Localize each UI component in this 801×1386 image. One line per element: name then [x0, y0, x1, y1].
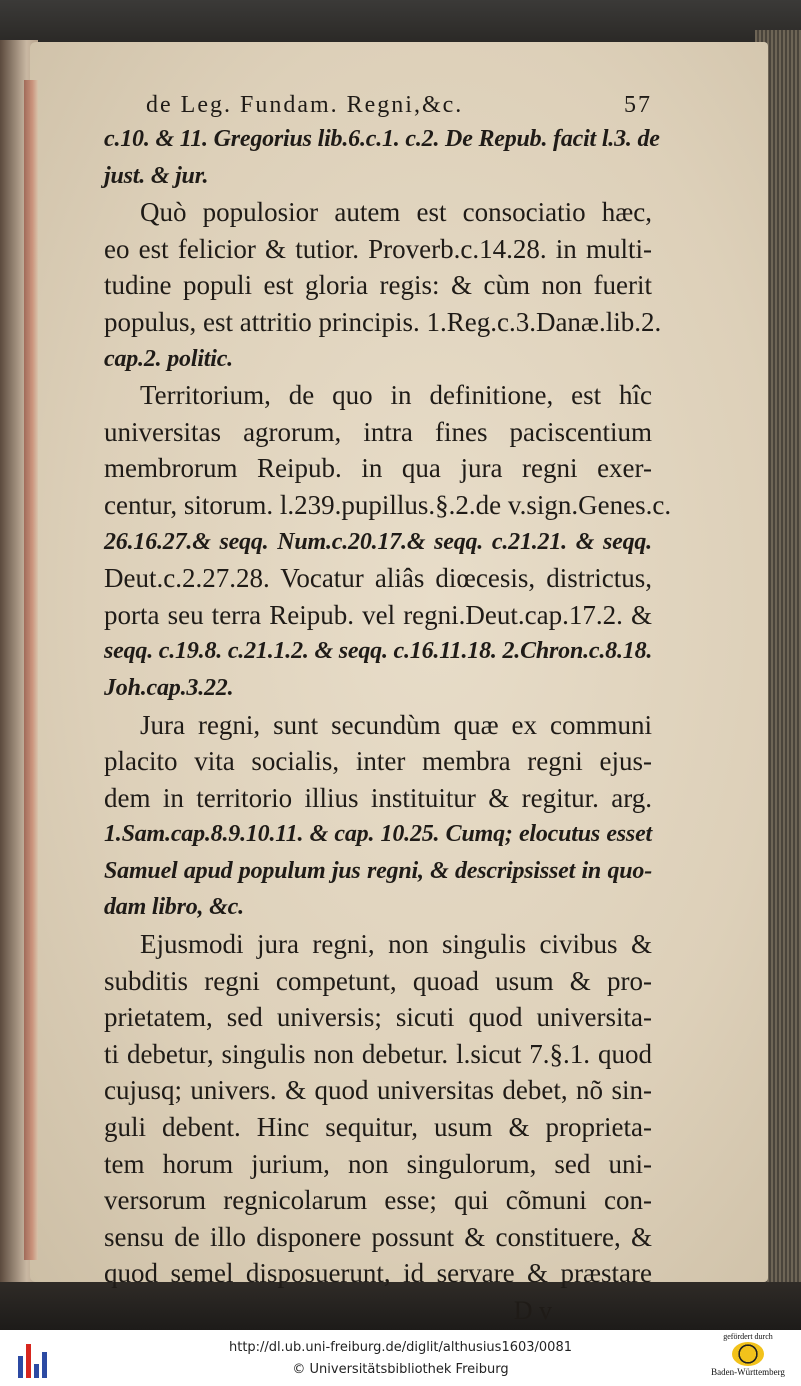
text-line: prietatem, sed universis; sicuti quod universita- — [104, 1002, 652, 1033]
viewer-footer — [0, 1330, 801, 1386]
running-head — [146, 92, 652, 119]
sponsor-label: gefördert durch — [723, 1332, 773, 1341]
text-line: 26.16.27.& seqq. Num.c.20.17.& seqq. c.21.21. & seqq. — [104, 528, 652, 555]
text-line: just. & jur. — [104, 162, 209, 189]
text-line: Ejusmodi jura regni, non singulis civibus & — [140, 929, 652, 960]
text-line: guli debent. Hinc sequitur, usum & proprieta- — [104, 1112, 652, 1143]
catchword: D v — [513, 1296, 552, 1325]
text-line: cujusq; univers. & quod universitas debet, nõ sin- — [104, 1075, 652, 1106]
text-line: c.10. & 11. Gregorius lib.6.c.1. c.2. De Repub. facit l.3. de — [104, 126, 660, 152]
page-gutter-edge — [24, 80, 38, 1260]
text-line: membrorum Reipub. in qua jura regni exer- — [104, 453, 652, 484]
state-crest-icon — [732, 1342, 764, 1366]
text-line: ti debetur, singulis non debetur. l.sicut 7.§.1. quod — [104, 1038, 652, 1069]
permalink-url[interactable]: http://dl.ub.uni-freiburg.de/diglit/althusius1603/0081 — [228, 1340, 572, 1355]
text-line: cap.2. politic. — [104, 345, 233, 372]
text-line: quod semel disposuerunt, id servare & præstare — [104, 1258, 652, 1289]
text-line: versorum regnicolarum esse; qui cõmuni con- — [104, 1185, 652, 1216]
sponsor-name: Baden-Württemberg — [711, 1367, 785, 1377]
text-line: Jura regni, sunt secundùm quæ ex communi — [140, 709, 652, 740]
text-line: eo est felicior & tutior. Proverb.c.14.28. in multi- — [104, 233, 652, 264]
text-line: universitas agrorum, intra fines paciscentium — [104, 416, 652, 447]
text-line: subditis regni competunt, quoad usum & pro- — [104, 965, 652, 996]
running-head-title: de Leg. Fundam. Regni,&c. — [146, 92, 464, 118]
text-line: 1.Sam.cap.8.9.10.11. & cap. 10.25. Cumq; elocutus esset — [104, 821, 652, 848]
text-line: populus, est attritio principis. 1.Reg.c.3.Danæ.lib.2. — [104, 306, 662, 337]
copyright-notice: © Universitätsbibliothek Freiburg — [292, 1362, 509, 1377]
text-line: Joh.cap.3.22. — [104, 674, 234, 701]
page-number: 57 — [624, 92, 652, 118]
sponsor-block — [703, 1332, 793, 1384]
text-line: Quò populosior autem est consociatio hæc, — [140, 197, 652, 228]
text-line: dem in territorio illius instituitur & regitur. arg. — [104, 782, 652, 813]
text-line: sensu de illo disponere possunt & constituere, & — [104, 1221, 652, 1252]
text-line: Deut.c.2.27.28. Vocatur aliâs diœcesis, districtus, — [104, 563, 652, 594]
text-line: dam libro, &c. — [104, 894, 244, 921]
text-lines — [104, 121, 672, 1292]
text-line: Samuel apud populum jus regni, & descripsisset in quo- — [104, 857, 652, 884]
text-line: Territorium, de quo in definitione, est hîc — [140, 380, 652, 411]
text-line: tem horum jurium, non singulorum, sed uni- — [104, 1148, 652, 1179]
text-line: porta seu terra Reipub. vel regni.Deut.cap.17.2. & — [104, 599, 652, 630]
text-line: tudine populi est gloria regis: & cùm non fuerit — [104, 270, 652, 301]
page-text-block — [104, 92, 672, 1326]
text-line: placito vita socialis, inter membra regni ejus- — [104, 746, 652, 777]
text-line: centur, sitorum. l.239.pupillus.§.2.de v.sign.Genes.c. — [104, 489, 672, 520]
text-line: seqq. c.19.8. c.21.1.2. & seqq. c.16.11.18. 2.Chron.c.8.18. — [104, 638, 653, 665]
